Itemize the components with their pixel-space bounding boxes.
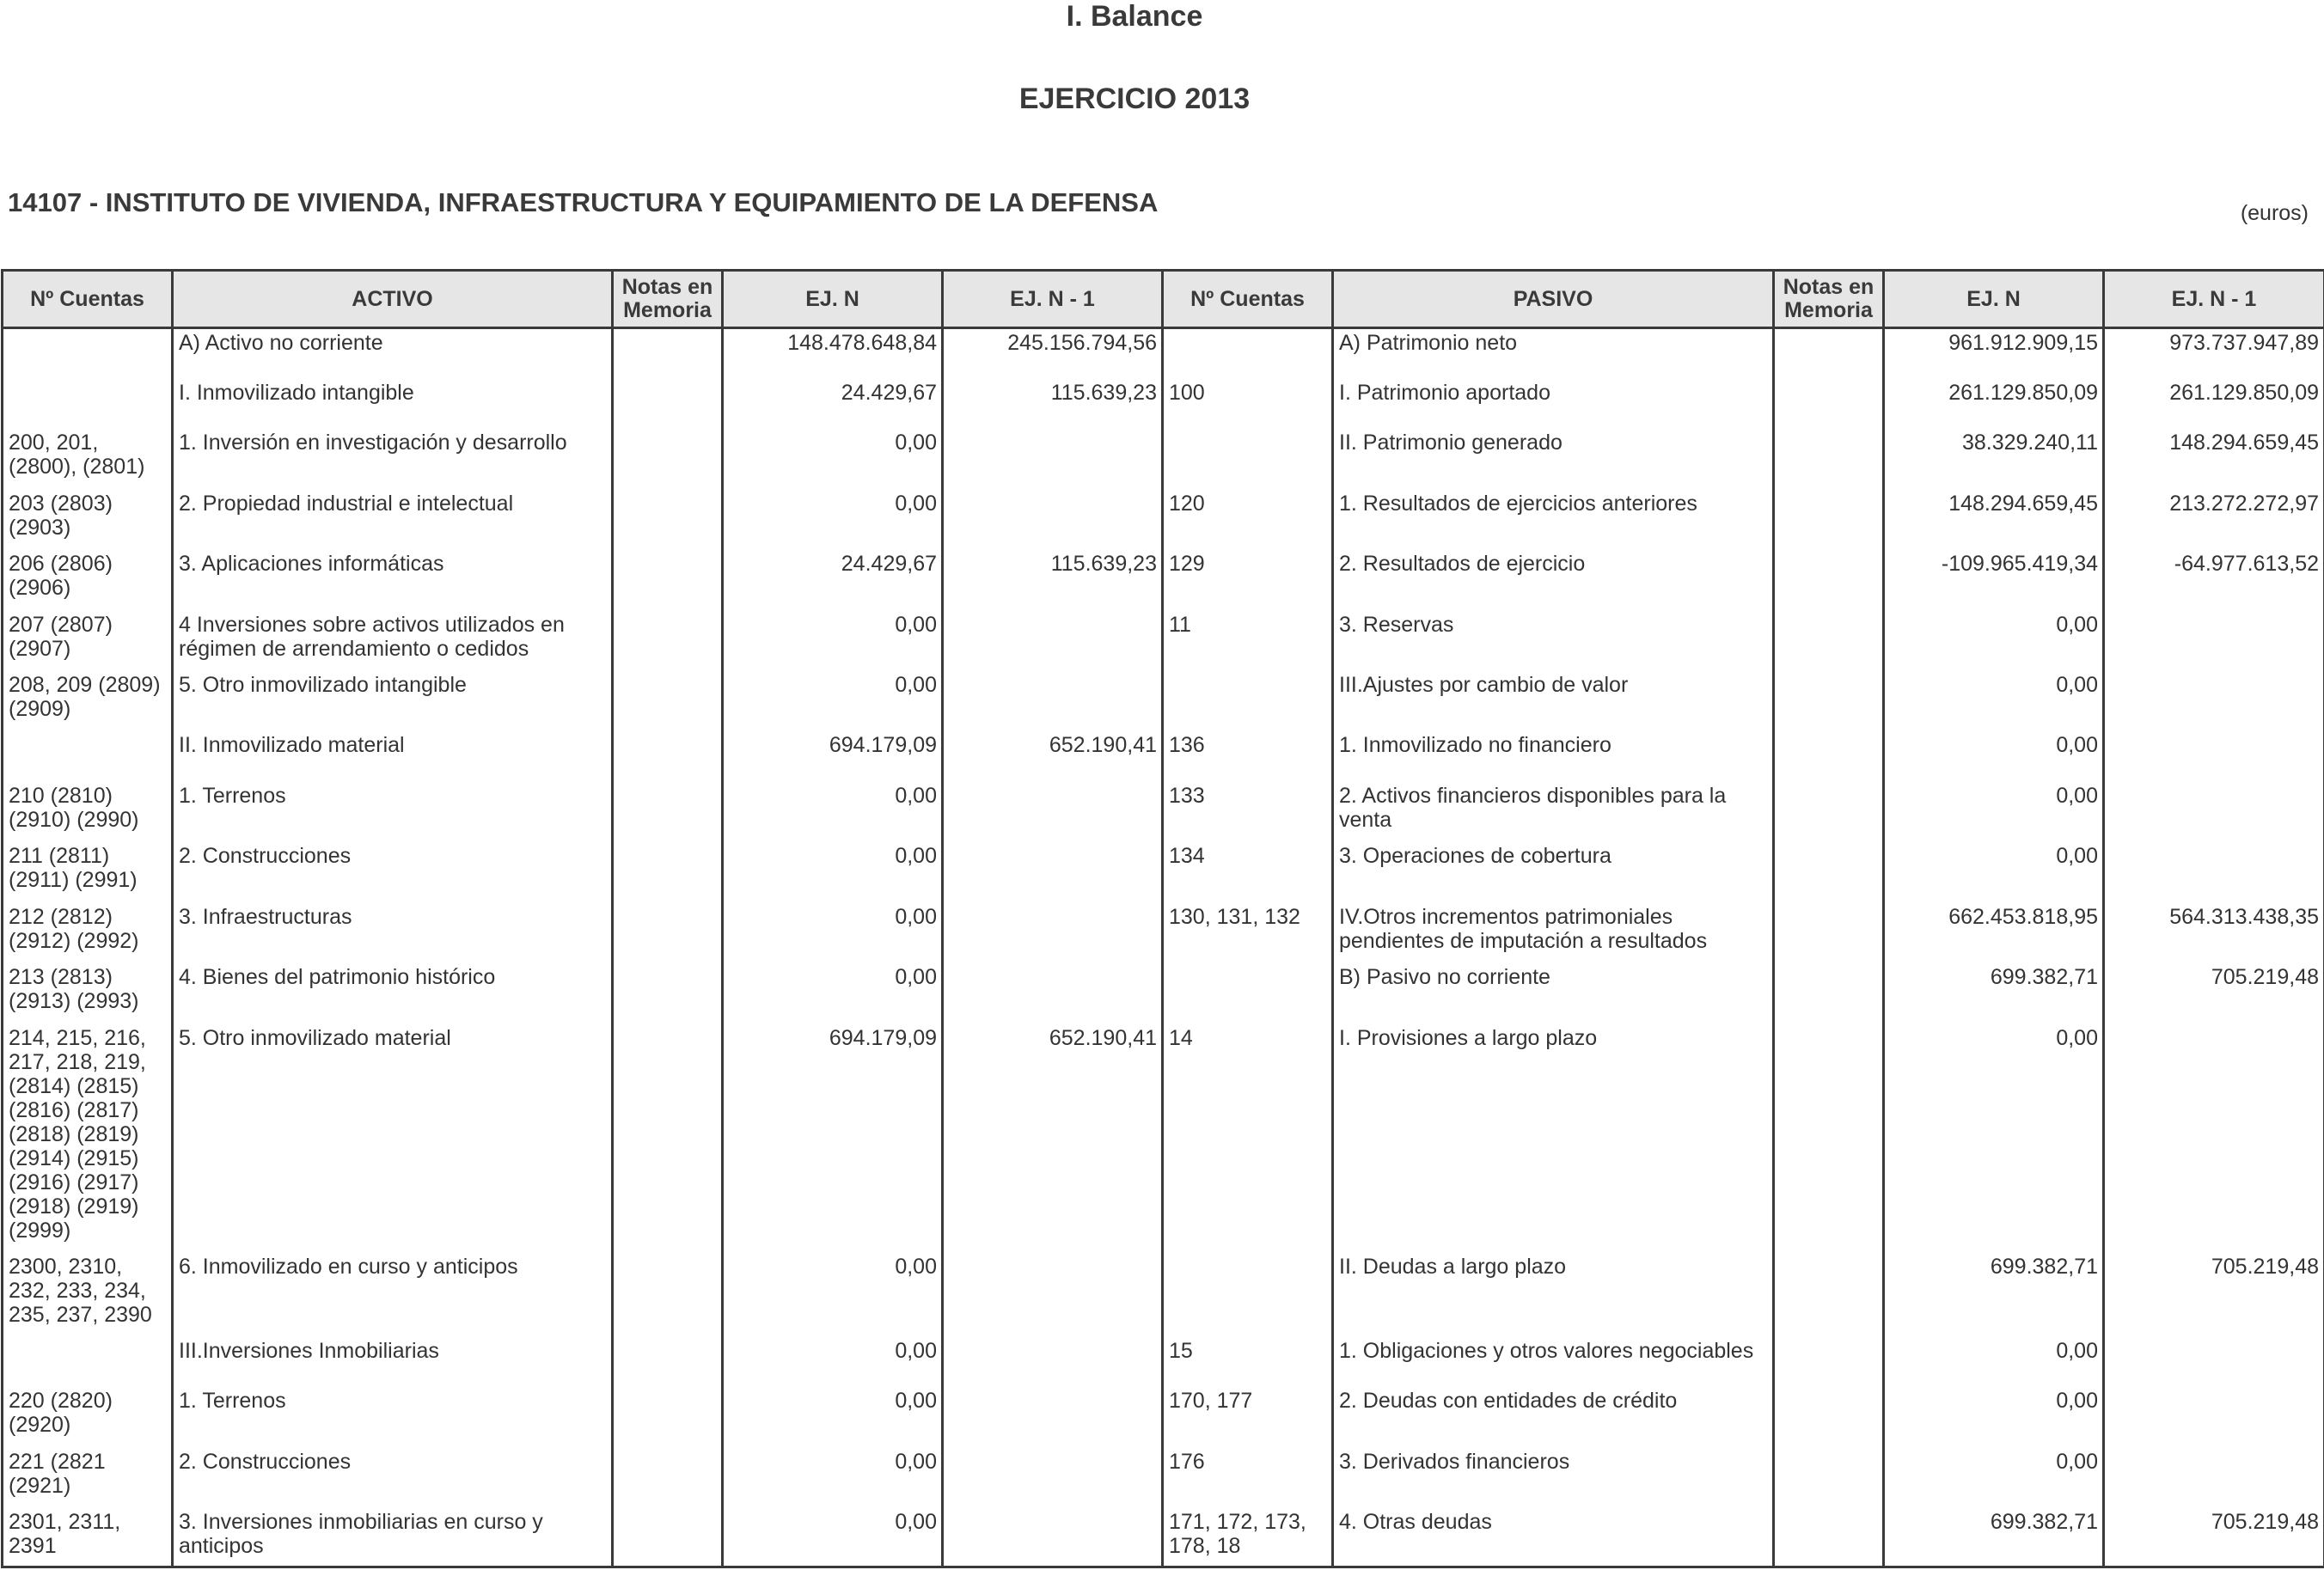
activo-ej-n1 — [943, 782, 1163, 842]
pasivo-notas — [1774, 1337, 1884, 1387]
balance-body — [3, 328, 2324, 1567]
activo-label: 4. Bienes del patrimonio histórico — [173, 963, 613, 1023]
table-header-row — [3, 271, 2324, 328]
col-header-ejn: EJ. N — [723, 271, 943, 328]
activo-notas — [613, 1387, 723, 1447]
currency-units: (euros) — [2240, 201, 2309, 225]
activo-ej-n1 — [943, 490, 1163, 550]
activo-notas — [613, 671, 723, 731]
pasivo-label: 3. Reservas — [1333, 611, 1774, 671]
pasivo-cuentas — [1163, 1253, 1333, 1337]
pasivo-cuentas: 100 — [1163, 379, 1333, 429]
activo-ej-n1: 115.639,23 — [943, 550, 1163, 610]
pasivo-ej-n: 0,00 — [1884, 611, 2104, 671]
activo-notas — [613, 1253, 723, 1337]
pasivo-ej-n: 961.912.909,15 — [1884, 328, 2104, 379]
activo-ej-n: 24.429,67 — [723, 550, 943, 610]
activo-notas — [613, 1508, 723, 1567]
pasivo-ej-n: 0,00 — [1884, 842, 2104, 902]
pasivo-ej-n1 — [2104, 842, 2324, 902]
pasivo-ej-n: 0,00 — [1884, 1337, 2104, 1387]
activo-label: 2. Construcciones — [173, 1448, 613, 1508]
pasivo-notas — [1774, 1253, 1884, 1337]
activo-ej-n1 — [943, 903, 1163, 963]
activo-cuentas: 210 (2810) (2910) (2990) — [3, 782, 173, 842]
col-header-notas: Notas en Memoria — [613, 271, 723, 328]
pasivo-label: IV.Otros incrementos patrimoniales pendientes de imputación a resultados — [1333, 903, 1774, 963]
pasivo-label: 2. Deudas con entidades de crédito — [1333, 1387, 1774, 1447]
activo-ej-n1 — [943, 1387, 1163, 1447]
table-row — [3, 379, 2324, 429]
pasivo-ej-n1: 973.737.947,89 — [2104, 328, 2324, 379]
activo-notas — [613, 842, 723, 902]
table-row — [3, 429, 2324, 489]
activo-cuentas — [3, 1337, 173, 1387]
pasivo-cuentas — [1163, 671, 1333, 731]
col-header-activo: ACTIVO — [173, 271, 613, 328]
activo-cuentas: 220 (2820) (2920) — [3, 1387, 173, 1447]
activo-notas — [613, 429, 723, 489]
activo-ej-n1: 652.190,41 — [943, 1024, 1163, 1254]
pasivo-ej-n: 699.382,71 — [1884, 963, 2104, 1023]
activo-ej-n1 — [943, 1508, 1163, 1567]
pasivo-ej-n1: 261.129.850,09 — [2104, 379, 2324, 429]
activo-ej-n1 — [943, 1448, 1163, 1508]
activo-notas — [613, 1337, 723, 1387]
pasivo-notas — [1774, 782, 1884, 842]
activo-label: 1. Terrenos — [173, 782, 613, 842]
pasivo-notas — [1774, 963, 1884, 1023]
activo-label: 1. Inversión en investigación y desarrollo — [173, 429, 613, 489]
activo-ej-n1: 245.156.794,56 — [943, 328, 1163, 379]
pasivo-label: 2. Resultados de ejercicio — [1333, 550, 1774, 610]
table-row — [3, 1508, 2324, 1567]
activo-label: 6. Inmovilizado en curso y anticipos — [173, 1253, 613, 1337]
table-row — [3, 1024, 2324, 1254]
balance-table — [1, 269, 2324, 1568]
pasivo-notas — [1774, 490, 1884, 550]
activo-ej-n: 0,00 — [723, 1253, 943, 1337]
activo-label: 5. Otro inmovilizado intangible — [173, 671, 613, 731]
activo-ej-n: 0,00 — [723, 490, 943, 550]
pasivo-ej-n1: 705.219,48 — [2104, 1508, 2324, 1567]
activo-ej-n1 — [943, 842, 1163, 902]
pasivo-cuentas: 170, 177 — [1163, 1387, 1333, 1447]
pasivo-ej-n: 0,00 — [1884, 1387, 2104, 1447]
pasivo-cuentas: 133 — [1163, 782, 1333, 842]
table-row — [3, 1337, 2324, 1387]
activo-ej-n: 0,00 — [723, 671, 943, 731]
pasivo-label: 1. Inmovilizado no financiero — [1333, 731, 1774, 781]
pasivo-cuentas: 130, 131, 132 — [1163, 903, 1333, 963]
col-header-cuentas-pasivo: Nº Cuentas — [1163, 271, 1333, 328]
pasivo-cuentas: 14 — [1163, 1024, 1333, 1254]
activo-ej-n: 0,00 — [723, 842, 943, 902]
activo-label: III.Inversiones Inmobiliarias — [173, 1337, 613, 1387]
pasivo-notas — [1774, 1387, 1884, 1447]
activo-notas — [613, 550, 723, 610]
activo-ej-n: 0,00 — [723, 1508, 943, 1567]
col-header-ejn1: EJ. N - 1 — [943, 271, 1163, 328]
activo-ej-n1 — [943, 963, 1163, 1023]
activo-ej-n: 0,00 — [723, 963, 943, 1023]
activo-notas — [613, 379, 723, 429]
activo-label: 5. Otro inmovilizado material — [173, 1024, 613, 1254]
pasivo-cuentas: 120 — [1163, 490, 1333, 550]
pasivo-cuentas: 15 — [1163, 1337, 1333, 1387]
col-header-ejn-pasivo: EJ. N — [1884, 271, 2104, 328]
activo-label: A) Activo no corriente — [173, 328, 613, 379]
activo-cuentas: 208, 209 (2809) (2909) — [3, 671, 173, 731]
pasivo-ej-n: 699.382,71 — [1884, 1253, 2104, 1337]
activo-cuentas — [3, 731, 173, 781]
pasivo-notas — [1774, 1448, 1884, 1508]
pasivo-ej-n1: 148.294.659,45 — [2104, 429, 2324, 489]
activo-cuentas: 2301, 2311, 2391 — [3, 1508, 173, 1567]
activo-label: I. Inmovilizado intangible — [173, 379, 613, 429]
pasivo-label: I. Provisiones a largo plazo — [1333, 1024, 1774, 1254]
pasivo-notas — [1774, 1508, 1884, 1567]
pasivo-ej-n: 0,00 — [1884, 731, 2104, 781]
table-row — [3, 1387, 2324, 1447]
activo-cuentas: 2300, 2310, 232, 233, 234, 235, 237, 2390 — [3, 1253, 173, 1337]
pasivo-label: 3. Derivados financieros — [1333, 1448, 1774, 1508]
fiscal-year-title: EJERCICIO 2013 — [1018, 82, 1251, 115]
activo-label: II. Inmovilizado material — [173, 731, 613, 781]
pasivo-ej-n1 — [2104, 611, 2324, 671]
pasivo-ej-n: 261.129.850,09 — [1884, 379, 2104, 429]
table-row — [3, 490, 2324, 550]
activo-label: 4 Inversiones sobre activos utilizados en régimen de arrendamiento o cedidos — [173, 611, 613, 671]
activo-ej-n: 24.429,67 — [723, 379, 943, 429]
pasivo-ej-n1 — [2104, 731, 2324, 781]
activo-notas — [613, 782, 723, 842]
pasivo-ej-n1 — [2104, 1024, 2324, 1254]
pasivo-notas — [1774, 611, 1884, 671]
pasivo-notas — [1774, 731, 1884, 781]
pasivo-label: I. Patrimonio aportado — [1333, 379, 1774, 429]
pasivo-cuentas — [1163, 963, 1333, 1023]
activo-cuentas: 206 (2806) (2906) — [3, 550, 173, 610]
table-row — [3, 611, 2324, 671]
pasivo-ej-n1: 213.272.272,97 — [2104, 490, 2324, 550]
activo-label: 3. Aplicaciones informáticas — [173, 550, 613, 610]
activo-ej-n: 0,00 — [723, 782, 943, 842]
pasivo-label: B) Pasivo no corriente — [1333, 963, 1774, 1023]
table-row — [3, 1253, 2324, 1337]
pasivo-cuentas — [1163, 328, 1333, 379]
pasivo-label: 3. Operaciones de cobertura — [1333, 842, 1774, 902]
activo-cuentas: 203 (2803) (2903) — [3, 490, 173, 550]
pasivo-ej-n1: 564.313.438,35 — [2104, 903, 2324, 963]
activo-ej-n: 694.179,09 — [723, 1024, 943, 1254]
pasivo-label: 4. Otras deudas — [1333, 1508, 1774, 1567]
activo-notas — [613, 731, 723, 781]
pasivo-cuentas: 134 — [1163, 842, 1333, 902]
entity-name: 14107 - INSTITUTO DE VIVIENDA, INFRAESTRUCTURA Y EQUIPAMIENTO DE LA DEFENSA — [8, 187, 1159, 217]
pasivo-cuentas: 129 — [1163, 550, 1333, 610]
activo-ej-n: 0,00 — [723, 1448, 943, 1508]
pasivo-ej-n1 — [2104, 782, 2324, 842]
activo-label: 1. Terrenos — [173, 1387, 613, 1447]
pasivo-label: II. Deudas a largo plazo — [1333, 1253, 1774, 1337]
pasivo-ej-n: 662.453.818,95 — [1884, 903, 2104, 963]
pasivo-ej-n: 38.329.240,11 — [1884, 429, 2104, 489]
pasivo-label: II. Patrimonio generado — [1333, 429, 1774, 489]
activo-label: 2. Construcciones — [173, 842, 613, 902]
pasivo-cuentas: 11 — [1163, 611, 1333, 671]
activo-notas — [613, 963, 723, 1023]
pasivo-ej-n: 0,00 — [1884, 1024, 2104, 1254]
activo-ej-n: 0,00 — [723, 903, 943, 963]
activo-cuentas: 212 (2812) (2912) (2992) — [3, 903, 173, 963]
pasivo-cuentas: 176 — [1163, 1448, 1333, 1508]
pasivo-notas — [1774, 550, 1884, 610]
table-row — [3, 963, 2324, 1023]
activo-label: 3. Inversiones inmobiliarias en curso y anticipos — [173, 1508, 613, 1567]
activo-cuentas: 200, 201, (2800), (2801) — [3, 429, 173, 489]
activo-ej-n: 0,00 — [723, 1337, 943, 1387]
activo-notas — [613, 1448, 723, 1508]
activo-ej-n: 694.179,09 — [723, 731, 943, 781]
table-row — [3, 731, 2324, 781]
pasivo-ej-n: 148.294.659,45 — [1884, 490, 2104, 550]
pasivo-ej-n1: 705.219,48 — [2104, 1253, 2324, 1337]
pasivo-notas — [1774, 379, 1884, 429]
activo-label: 2. Propiedad industrial e intelectual — [173, 490, 613, 550]
activo-ej-n: 0,00 — [723, 611, 943, 671]
pasivo-ej-n1: 705.219,48 — [2104, 963, 2324, 1023]
pasivo-ej-n: -109.965.419,34 — [1884, 550, 2104, 610]
pasivo-label: 1. Resultados de ejercicios anteriores — [1333, 490, 1774, 550]
activo-label: 3. Infraestructuras — [173, 903, 613, 963]
activo-notas — [613, 611, 723, 671]
col-header-notas-pasivo: Notas en Memoria — [1774, 271, 1884, 328]
activo-cuentas: 221 (2821 (2921) — [3, 1448, 173, 1508]
activo-cuentas: 207 (2807) (2907) — [3, 611, 173, 671]
pasivo-cuentas: 171, 172, 173, 178, 18 — [1163, 1508, 1333, 1567]
pasivo-ej-n1 — [2104, 1387, 2324, 1447]
pasivo-label: III.Ajustes por cambio de valor — [1333, 671, 1774, 731]
activo-notas — [613, 1024, 723, 1254]
activo-ej-n: 0,00 — [723, 1387, 943, 1447]
pasivo-ej-n1 — [2104, 1337, 2324, 1387]
activo-ej-n1 — [943, 429, 1163, 489]
pasivo-ej-n: 0,00 — [1884, 671, 2104, 731]
activo-cuentas — [3, 379, 173, 429]
activo-cuentas — [3, 328, 173, 379]
pasivo-notas — [1774, 1024, 1884, 1254]
activo-ej-n1 — [943, 611, 1163, 671]
pasivo-ej-n1 — [2104, 671, 2324, 731]
pasivo-ej-n: 0,00 — [1884, 1448, 2104, 1508]
pasivo-ej-n1 — [2104, 1448, 2324, 1508]
pasivo-notas — [1774, 842, 1884, 902]
activo-ej-n1 — [943, 1253, 1163, 1337]
pasivo-ej-n1: -64.977.613,52 — [2104, 550, 2324, 610]
activo-cuentas: 213 (2813) (2913) (2993) — [3, 963, 173, 1023]
pasivo-label: 1. Obligaciones y otros valores negociables — [1333, 1337, 1774, 1387]
pasivo-notas — [1774, 903, 1884, 963]
table-row — [3, 782, 2324, 842]
pasivo-ej-n: 0,00 — [1884, 782, 2104, 842]
table-row — [3, 1448, 2324, 1508]
activo-ej-n1 — [943, 671, 1163, 731]
activo-notas — [613, 903, 723, 963]
pasivo-cuentas — [1163, 429, 1333, 489]
pasivo-label: A) Patrimonio neto — [1333, 328, 1774, 379]
report-title: I. Balance — [1066, 0, 1203, 33]
pasivo-notas — [1774, 671, 1884, 731]
table-row — [3, 550, 2324, 610]
table-row — [3, 903, 2324, 963]
table-row — [3, 328, 2324, 379]
activo-ej-n1: 652.190,41 — [943, 731, 1163, 781]
pasivo-ej-n: 699.382,71 — [1884, 1508, 2104, 1567]
col-header-cuentas: Nº Cuentas — [3, 271, 173, 328]
col-header-ejn1-pasivo: EJ. N - 1 — [2104, 271, 2324, 328]
pasivo-cuentas: 136 — [1163, 731, 1333, 781]
table-row — [3, 671, 2324, 731]
activo-ej-n: 148.478.648,84 — [723, 328, 943, 379]
pasivo-label: 2. Activos financieros disponibles para la venta — [1333, 782, 1774, 842]
col-header-pasivo: PASIVO — [1333, 271, 1774, 328]
activo-ej-n: 0,00 — [723, 429, 943, 489]
pasivo-notas — [1774, 429, 1884, 489]
table-row — [3, 842, 2324, 902]
activo-notas — [613, 490, 723, 550]
activo-cuentas: 211 (2811) (2911) (2991) — [3, 842, 173, 902]
activo-notas — [613, 328, 723, 379]
pasivo-notas — [1774, 328, 1884, 379]
activo-cuentas: 214, 215, 216, 217, 218, 219, (2814) (2815) (2816) (2817) (2818) (2819) (2914) (2915) (2916) (2917) (2918) (2919) (2999) — [3, 1024, 173, 1254]
activo-ej-n1 — [943, 1337, 1163, 1387]
activo-ej-n1: 115.639,23 — [943, 379, 1163, 429]
